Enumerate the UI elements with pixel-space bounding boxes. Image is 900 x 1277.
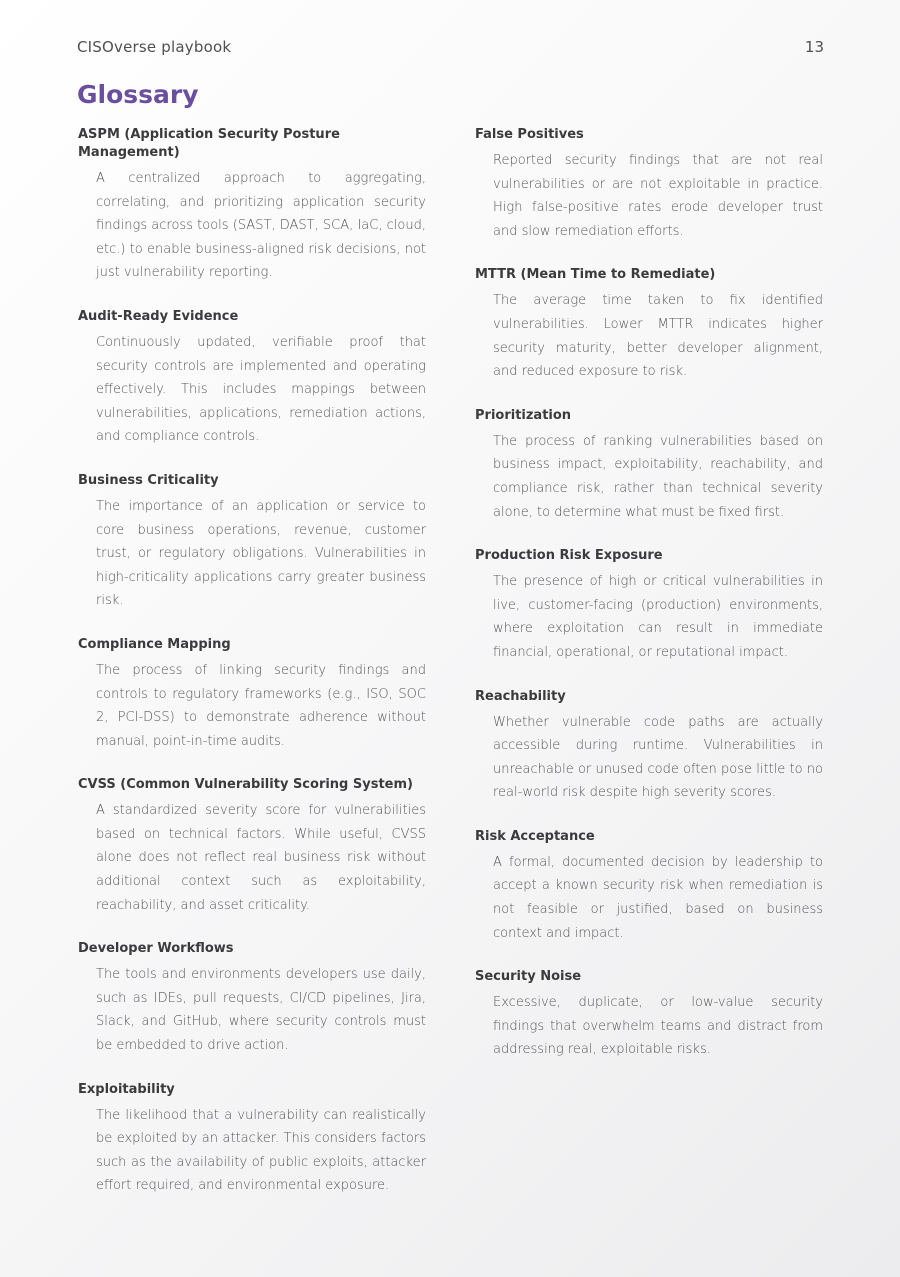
glossary-definition: A centralized approach to aggregating, correlating, and prioritizing application security findings across tools (SAST, DAST, SCA, IaC, cloud, etc.) to enable business-aligned risk decisions, not just vulnerability reporting. <box>96 171 426 281</box>
glossary-term: Security Noise <box>475 969 582 985</box>
glossary-definition: Excessive, duplicate, or low-value security findings that overwhelm teams and distract from addressing real, exploitable risks. <box>493 995 823 1058</box>
glossary-definition: Reported security findings that are not real vulnerabilities or are not exploitable in practice. High false-positive rates erode developer trust and slow remediation efforts. <box>493 153 823 239</box>
left-column <box>78 126 426 1221</box>
glossary-entry <box>475 968 823 1062</box>
glossary-entry <box>475 126 823 243</box>
glossary-entry <box>78 472 426 613</box>
document-title: CISOverse playbook <box>77 38 232 56</box>
glossary-entry <box>78 126 426 285</box>
page-header <box>77 38 824 58</box>
glossary-definition: A standardized severity score for vulnerabilities based on technical factors. While useful, CVSS alone does not reflect real business risk without additional context such as exploitability, reachability, and asset criticality. <box>96 803 426 913</box>
glossary-term: ASPM (Application Security Posture Management) <box>78 127 340 160</box>
glossary-entry <box>475 688 823 805</box>
glossary-term: Exploitability <box>78 1081 175 1097</box>
glossary-term: MTTR (Mean Time to Remediate) <box>475 267 716 283</box>
glossary-term: Risk Acceptance <box>475 828 595 844</box>
glossary-entry <box>78 636 426 753</box>
glossary-entry <box>78 776 426 917</box>
glossary-term: Developer Workflows <box>78 941 234 957</box>
glossary-term: Audit-Ready Evidence <box>78 308 239 324</box>
glossary-term: Compliance Mapping <box>78 636 231 652</box>
glossary-entry <box>78 940 426 1057</box>
glossary-definition: A formal, documented decision by leadership to accept a known security risk when remediation is not feasible or justified, based on business context and impact. <box>493 854 823 941</box>
glossary-entry <box>475 407 823 524</box>
glossary-entry <box>475 266 823 383</box>
glossary-definition: The process of linking security findings and controls to regulatory frameworks (e.g., ISO, SOC 2, PCI-DSS) to demonstrate adherence without manual, point-in-time audits. <box>96 662 426 749</box>
glossary-entry <box>475 828 823 945</box>
glossary-heading: Glossary <box>77 80 199 109</box>
glossary-term: Prioritization <box>475 407 572 423</box>
glossary-definition: Whether vulnerable code paths are actually accessible during runtime. Vulnerabilities in unreachable or unused code often pose little to no real-world risk despite high severity scores. <box>493 714 823 801</box>
page-number: 13 <box>804 38 824 56</box>
glossary-definition: The importance of an application or service to core business operations, revenue, customer trust, or regulatory obligations. Vulnerabilities in high-criticality applications carry greater business risk. <box>96 498 426 609</box>
glossary-definition: The tools and environments developers use daily, such as IDEs, pull requests, CI/CD pipelines, Jira, Slack, and GitHub, where security controls must be embedded to drive action. <box>96 967 426 1054</box>
right-column <box>475 126 823 1085</box>
glossary-entry <box>475 547 823 664</box>
glossary-term: Reachability <box>475 688 566 704</box>
glossary-definition: The likelihood that a vulnerability can realistically be exploited by an attacker. This considers factors such as the availability of public exploits, attacker effort required, and environmental exposure. <box>96 1107 426 1194</box>
glossary-definition: Continuously updated, verifiable proof that security controls are implemented and operating effectively. This includes mappings between vulnerabilities, applications, remediation actions, and compliance controls. <box>96 334 426 445</box>
glossary-term: CVSS (Common Vulnerability Scoring System) <box>78 777 413 793</box>
glossary-definition: The average time taken to fix identified vulnerabilities. Lower MTTR indicates higher security maturity, better developer alignment, and reduced exposure to risk. <box>493 293 823 380</box>
glossary-term: Business Criticality <box>78 472 219 488</box>
glossary-term: False Positives <box>475 127 584 142</box>
glossary-entry <box>78 1081 426 1198</box>
glossary-definition: The process of ranking vulnerabilities based on business impact, exploitability, reachability, and compliance risk, rather than technical severity alone, to determine what must be fixed first. <box>493 433 823 520</box>
glossary-entry <box>78 308 426 449</box>
glossary-term: Production Risk Exposure <box>475 548 663 564</box>
glossary-definition: The presence of high or critical vulnerabilities in live, customer-facing (production) environments, where exploitation can result in immediate financial, operational, or reputational impact. <box>493 574 823 660</box>
